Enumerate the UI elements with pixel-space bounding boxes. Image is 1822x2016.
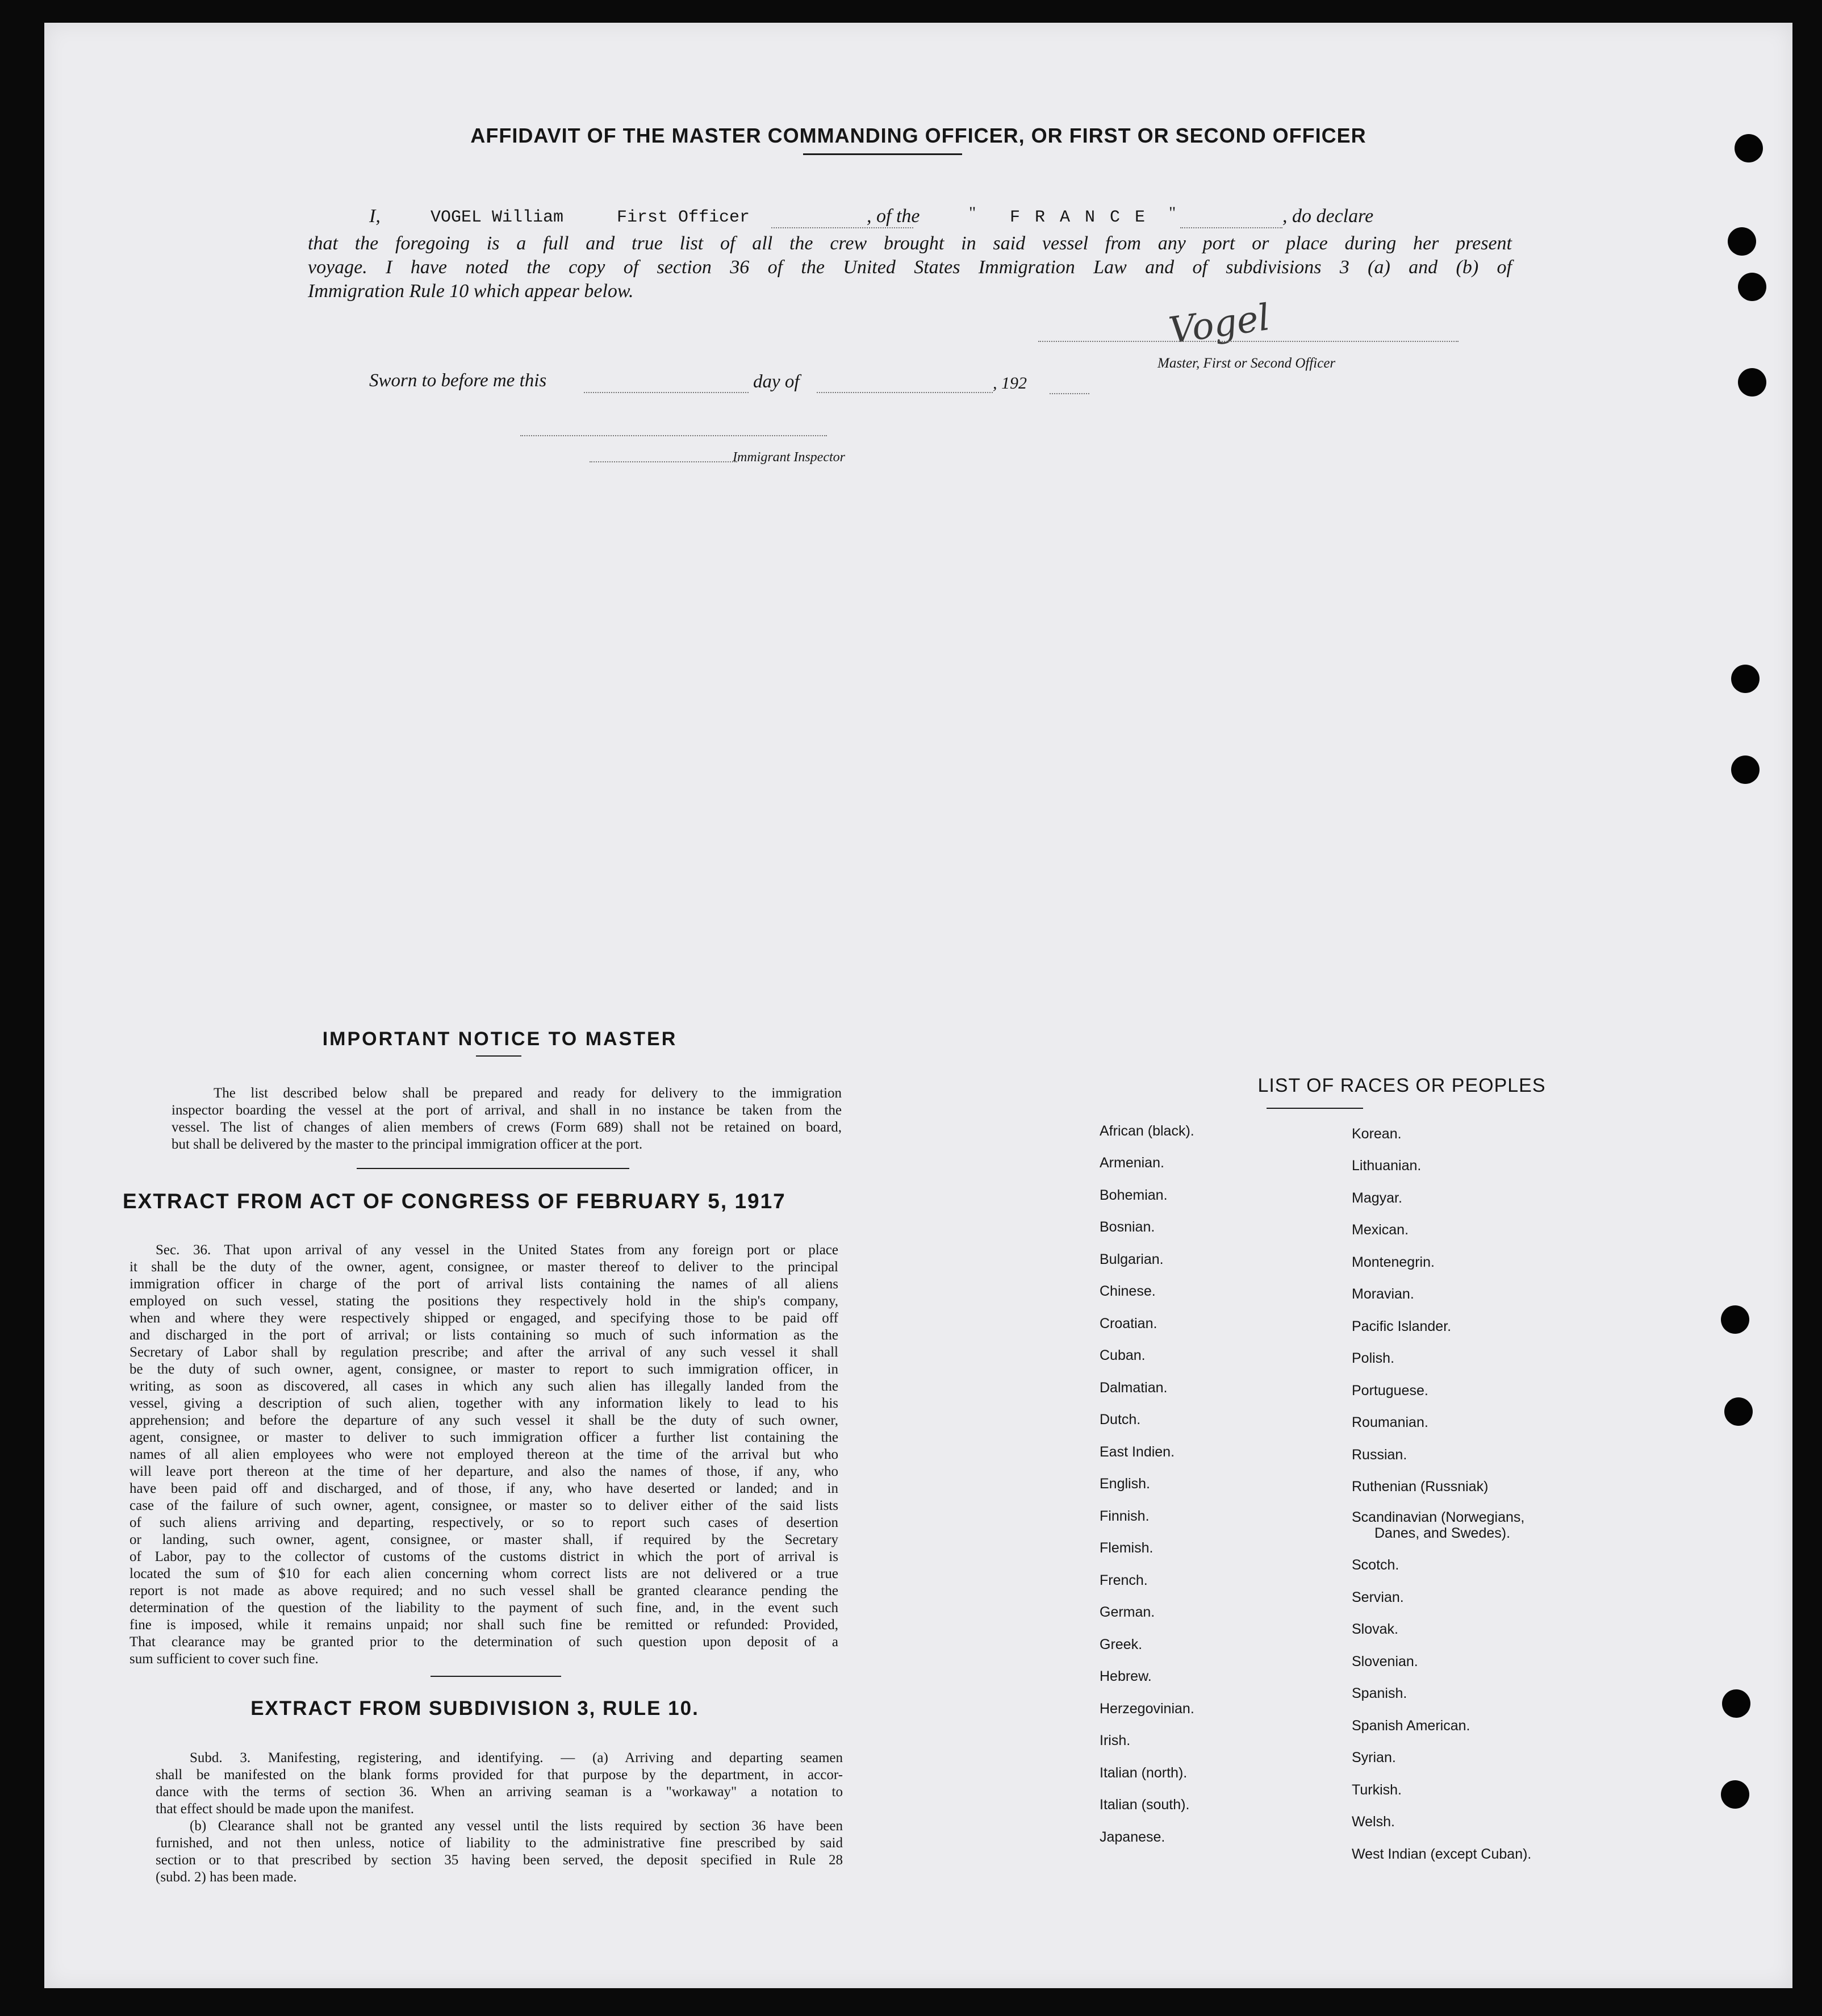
punch-hole	[1735, 134, 1763, 162]
punch-hole	[1731, 756, 1760, 784]
race-item: Bulgarian.	[1100, 1251, 1164, 1267]
inspector-line-short	[590, 461, 737, 462]
signature-line	[1038, 341, 1459, 342]
race-item: Roumanian.	[1352, 1414, 1428, 1430]
notice-title: IMPORTANT NOTICE TO MASTER	[322, 1028, 678, 1050]
officer-rank: First Officer	[617, 208, 750, 227]
race-item: Dutch.	[1100, 1412, 1141, 1428]
race-item: Korean.	[1352, 1126, 1402, 1142]
race-item: Croatian.	[1100, 1316, 1157, 1332]
race-item: Hebrew.	[1100, 1668, 1152, 1684]
act-line: vessel, giving a description of such alien, together with any information likely to lead to his	[129, 1396, 838, 1411]
punch-hole	[1721, 1305, 1749, 1334]
race-item: Pacific Islander.	[1352, 1318, 1452, 1334]
race-item: Cuban.	[1100, 1347, 1146, 1363]
notice-line: The list described below shall be prepared and ready for delivery to the immigration	[214, 1086, 842, 1101]
rule-extract-title: EXTRACT FROM SUBDIVISION 3, RULE 10.	[250, 1697, 699, 1719]
race-item: Spanish American.	[1352, 1718, 1470, 1734]
officer-blank-line	[771, 227, 913, 228]
rule-line: section or to that prescribed by section 35 having been served, the deposit specified in Rule 28	[156, 1852, 843, 1868]
notice-line: but shall be delivered by the master to the principal immigration officer at the port.	[172, 1137, 643, 1152]
act-line: That clearance may be granted prior to the determination of such question upon deposit of a	[129, 1634, 838, 1650]
notice-line: inspector boarding the vessel at the port of arrival, and shall in no instance be taken from the	[172, 1103, 842, 1118]
race-item: Armenian.	[1100, 1155, 1164, 1171]
of-the-text: , of the	[867, 206, 920, 227]
rule-line: shall be manifested on the blank forms provided for that purpose by the department, in accor-	[156, 1767, 843, 1783]
notice-body	[172, 1085, 842, 1153]
punch-hole	[1738, 368, 1766, 396]
rule-extract-body	[156, 1750, 843, 1886]
race-item: Servian.	[1352, 1589, 1404, 1605]
race-item: Herzegovinian.	[1100, 1701, 1194, 1717]
year-prefix: , 192	[993, 374, 1027, 393]
race-item: Scotch.	[1352, 1557, 1399, 1573]
punch-hole	[1738, 273, 1766, 301]
act-line: fine is imposed, while it remains unpaid; nor shall such fine be remitted or refunded: Provided,	[129, 1617, 838, 1633]
punch-hole	[1721, 1780, 1749, 1809]
inspector-line	[520, 435, 827, 436]
punch-hole	[1731, 665, 1760, 693]
affidavit-line-3: voyage. I have noted the copy of section 36 of the United States Immigration Law and of subdivisions 3 (a) and (b) of	[308, 257, 1512, 278]
race-item: English.	[1100, 1476, 1150, 1492]
punch-hole	[1728, 227, 1756, 256]
act-line: of Labor, pay to the collector of customs of the customs district in which the port of arrival is	[129, 1549, 838, 1564]
signature-label: Master, First or Second Officer	[1157, 356, 1336, 371]
sworn-month-line	[817, 392, 993, 393]
races-title: LIST OF RACES OR PEOPLES	[1257, 1075, 1546, 1096]
officer-signature: Vogel	[1166, 296, 1273, 353]
race-item: Italian (north).	[1100, 1765, 1188, 1781]
act-line: of such aliens arriving and departing, respectively, or so to report such cases of desertion	[129, 1515, 838, 1530]
act-line: Sec. 36. That upon arrival of any vessel in the United States from any foreign port or place	[156, 1242, 838, 1258]
quote-close: "	[1169, 203, 1176, 222]
race-item: Welsh.	[1352, 1814, 1395, 1830]
affidavit-pronoun: I,	[369, 206, 381, 227]
act-line: located the sum of $10 for each alien concerning whom correct lists are not delivered or a true	[129, 1566, 838, 1581]
act-line: immigration officer in charge of the port of arrival lists containing the names of all aliens	[129, 1276, 838, 1292]
race-item: Montenegrin.	[1352, 1254, 1435, 1270]
officer-name: VOGEL William	[431, 208, 564, 227]
punch-hole	[1722, 1689, 1750, 1718]
race-item: Lithuanian.	[1352, 1158, 1422, 1174]
notice-divider	[357, 1168, 629, 1169]
act-line: when and where they were respectively shipped or engaged, and specifying those to be paid off	[129, 1310, 838, 1326]
race-item: Italian (south).	[1100, 1797, 1190, 1813]
race-item: Greek.	[1100, 1637, 1143, 1652]
inspector-label: Immigrant Inspector	[733, 450, 845, 465]
act-line: writing, as soon as discovered, all cases in which any such alien has illegally landed from the	[129, 1379, 838, 1394]
race-item: Syrian.	[1352, 1750, 1396, 1765]
race-item: Chinese.	[1100, 1283, 1156, 1299]
rule-line: furnished, and not then unless, notice of liability to the administrative fine prescribed by said	[156, 1835, 843, 1851]
race-item: African (black).	[1100, 1123, 1194, 1139]
race-item: Mexican.	[1352, 1222, 1409, 1238]
notice-line: vessel. The list of changes of alien members of crews (Form 689) shall not be retained on board,	[172, 1120, 842, 1135]
race-item: Portuguese.	[1352, 1383, 1428, 1399]
act-line: be the duty of such owner, agent, consignee, or master to report to such immigration officer, in	[129, 1362, 838, 1377]
punch-hole	[1724, 1397, 1753, 1426]
act-line: report is not made as above required; and no such vessel shall be granted clearance pending the	[129, 1583, 838, 1598]
race-item: Finnish.	[1100, 1508, 1150, 1524]
races-underline	[1267, 1108, 1363, 1109]
rule-line: that effect should be made upon the manifest.	[156, 1801, 414, 1817]
act-line: employed on such vessel, stating the positions they respectively hold in the ship's company,	[129, 1293, 838, 1309]
rule-line: dance with the terms of section 36. When an arriving seaman is a "workaway" a notation to	[156, 1784, 843, 1800]
race-item: West Indian (except Cuban).	[1352, 1846, 1532, 1862]
act-line: agent, consignee, or master to deliver to such immigration officer a further list containing the	[129, 1430, 838, 1445]
act-line: case of the failure of such owner, agent, consignee, or master so to deliver either of the said lists	[129, 1498, 838, 1513]
document-page	[44, 23, 1792, 1988]
sworn-day-line	[584, 392, 749, 393]
act-line: and discharged in the port of arrival; or lists containing so much of such information as the	[129, 1328, 838, 1343]
act-line: sum sufficient to cover such fine.	[129, 1651, 319, 1667]
act-line: will leave port thereon at the time of her departure, and also the names of those, if any, who	[129, 1464, 838, 1479]
act-line: have been paid off and discharged, and of those, if any, who have deserted or landed; and in	[129, 1481, 838, 1496]
notice-underline	[476, 1055, 521, 1057]
race-item: Moravian.	[1352, 1286, 1414, 1302]
race-item: Spanish.	[1352, 1685, 1407, 1701]
day-of-text: day of	[753, 372, 800, 392]
race-item: Magyar.	[1352, 1190, 1402, 1206]
act-line: it shall be the duty of the owner, agent, consignee, or master thereof to deliver to the principal	[129, 1259, 838, 1275]
race-item: Scandinavian (Norwegians,	[1352, 1509, 1525, 1525]
race-item: Japanese.	[1100, 1829, 1165, 1845]
affidavit-title: AFFIDAVIT OF THE MASTER COMMANDING OFFICER, OR FIRST OR SECOND OFFICER	[470, 124, 1366, 147]
rule-line: (b) Clearance shall not be granted any vessel until the lists required by section 36 have been	[190, 1818, 843, 1834]
act-line: names of all alien employees who were not employed thereon at the time of the arrival but who	[129, 1447, 838, 1462]
race-item: Danes, and Swedes).	[1374, 1525, 1511, 1541]
act-extract-title: EXTRACT FROM ACT OF CONGRESS OF FEBRUARY 5, 1917	[123, 1189, 786, 1213]
rule-line: Subd. 3. Manifesting, registering, and identifying. — (a) Arriving and departing seamen	[190, 1750, 843, 1765]
vessel-name: F R A N C E	[1010, 208, 1148, 227]
race-item: Irish.	[1100, 1733, 1131, 1748]
race-item: Turkish.	[1352, 1782, 1402, 1798]
act-line: apprehension; and before the departure of any such vessel it shall be the duty of such owner,	[129, 1413, 838, 1428]
vessel-blank-line	[1180, 227, 1282, 228]
rule-line: (subd. 2) has been made.	[156, 1869, 297, 1885]
quote-open: "	[969, 203, 976, 222]
race-item: German.	[1100, 1604, 1155, 1620]
affidavit-line-2: that the foregoing is a full and true list of all the crew brought in said vessel from any port or place during her present	[308, 233, 1512, 254]
sworn-text: Sworn to before me this	[369, 370, 547, 391]
race-item: Bohemian.	[1100, 1187, 1168, 1203]
affidavit-line-4: Immigration Rule 10 which appear below.	[308, 281, 634, 302]
race-item: Russian.	[1352, 1447, 1407, 1463]
race-item: Bosnian.	[1100, 1219, 1155, 1235]
race-item: Dalmatian.	[1100, 1380, 1168, 1396]
title-underline	[803, 153, 962, 155]
race-item: Polish.	[1352, 1350, 1395, 1366]
act-line: or landing, such owner, agent, consignee, or master shall, if required by the Secretary	[129, 1532, 838, 1547]
race-item: Slovenian.	[1352, 1654, 1418, 1669]
race-item: East Indien.	[1100, 1444, 1175, 1460]
year-line	[1050, 393, 1089, 394]
race-item: Ruthenian (Russniak)	[1352, 1479, 1489, 1495]
act-divider	[431, 1676, 561, 1677]
race-item: Flemish.	[1100, 1540, 1154, 1556]
act-line: Secretary of Labor shall by regulation prescribe; and after the arrival of any such vessel it shall	[129, 1345, 838, 1360]
act-extract-body	[129, 1242, 838, 1668]
race-item: French.	[1100, 1572, 1148, 1588]
act-line: determination of the question of the liability to the payment of such fine, and, in the event such	[129, 1600, 838, 1616]
do-declare-text: , do declare	[1282, 206, 1374, 227]
race-item: Slovak.	[1352, 1621, 1398, 1637]
